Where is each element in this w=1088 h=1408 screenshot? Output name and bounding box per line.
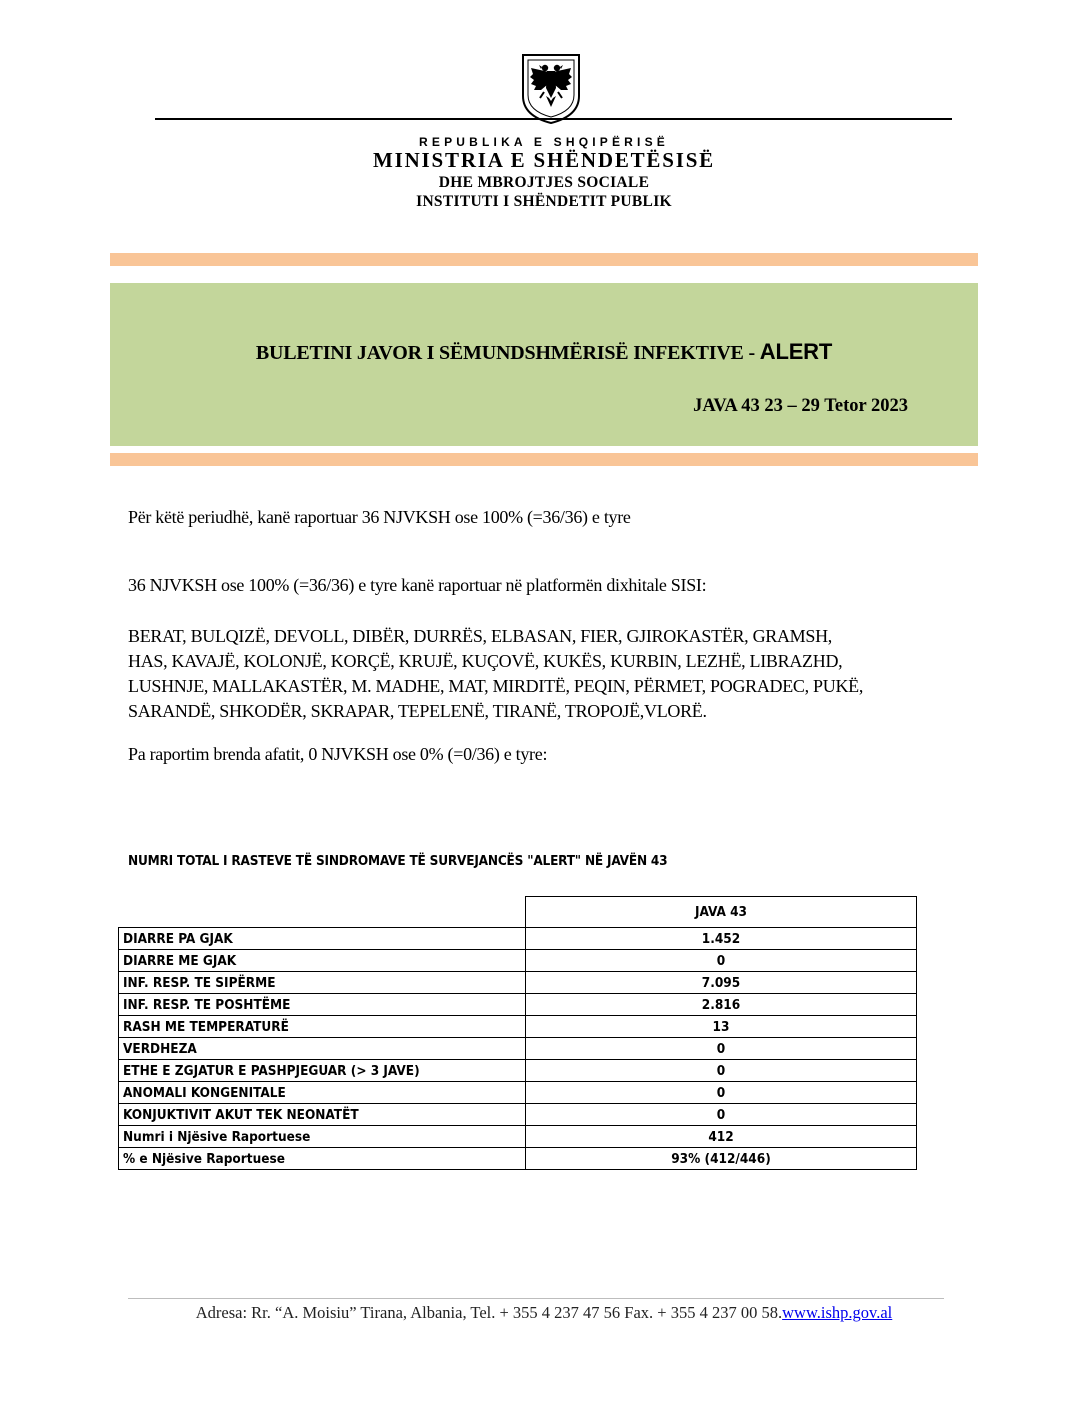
bulletin-week: JAVA 43 23 – 29 Tetor 2023 — [693, 396, 908, 416]
table-row — [119, 1148, 917, 1170]
district-line: LUSHNJE, MALLAKASTËR, M. MADHE, MAT, MIRDITË, PEQIN, PËRMET, POGRADEC, PUKË, — [128, 676, 864, 696]
row-value: 2.816 — [526, 994, 917, 1016]
row-label: DIARRE ME GJAK — [119, 950, 526, 972]
row-value: 412 — [526, 1126, 917, 1148]
bulletin-title-text: BULETINI JAVOR I SËMUNDSHMËRISË INFEKTIVE - — [255, 342, 760, 364]
row-value: 1.452 — [526, 928, 917, 950]
footer-website-link[interactable]: www.ishp.gov.al — [782, 1303, 893, 1322]
footer-address-text: Adresa: Rr. “A. Moisiu” Tirana, Albania, Tel. + 355 4 237 47 56 Fax. + 355 4 237 00 58. — [195, 1303, 783, 1322]
row-value: 13 — [526, 1016, 917, 1038]
row-value: 0 — [526, 1082, 917, 1104]
bulletin-title — [110, 339, 978, 365]
district-line: BERAT, BULQIZË, DEVOLL, DIBËR, DURRËS, ELBASAN, FIER, GJIROKASTËR, GRAMSH, — [128, 626, 832, 646]
table-caption: NUMRI TOTAL I RASTEVE TË SINDROMAVE TË SURVEJANCËS "ALERT" NË JAVËN 43 — [128, 853, 668, 869]
table-row — [119, 1082, 917, 1104]
footer-rule — [128, 1298, 944, 1299]
row-label: ANOMALI KONGENITALE — [119, 1082, 526, 1104]
syndromes-table — [118, 896, 917, 1170]
table-row — [119, 1060, 917, 1082]
header-republika: REPUBLIKA E SHQIPËRISË — [419, 135, 669, 149]
header-ministry-subtitle: DHE MBROJTJES SOCIALE — [438, 174, 650, 191]
table-row — [119, 1038, 917, 1060]
header-ministry: MINISTRIA E SHËNDETËSISË — [373, 148, 715, 172]
row-label: Numri i Njësive Raportuese — [119, 1126, 526, 1148]
row-label: INF. RESP. TE POSHTËME — [119, 994, 526, 1016]
late-reporting-summary: Pa raportim brenda afatit, 0 NJVKSH ose 0% (=0/36) e tyre: — [128, 744, 548, 764]
coat-of-arms-icon — [519, 52, 583, 126]
table-row — [119, 1104, 917, 1126]
row-label: VERDHEZA — [119, 1038, 526, 1060]
table-header-row — [119, 897, 917, 928]
table-row — [119, 928, 917, 950]
district-line: SARANDË, SHKODËR, SKRAPAR, TEPELENË, TIRANË, TROPOJË,VLORË. — [128, 701, 707, 721]
table-row — [119, 994, 917, 1016]
row-label: ETHE E ZGJATUR E PASHPJEGUAR (> 3 JAVE) — [119, 1060, 526, 1082]
row-value: 0 — [526, 1038, 917, 1060]
table-row — [119, 972, 917, 994]
row-value: 7.095 — [526, 972, 917, 994]
reporting-summary: Për këtë periudhë, kanë raportuar 36 NJVKSH ose 100% (=36/36) e tyre — [128, 507, 631, 527]
row-label: RASH ME TEMPERATURË — [119, 1016, 526, 1038]
row-value: 0 — [526, 1060, 917, 1082]
bulletin-alert-label: ALERT — [759, 339, 833, 364]
row-value: 0 — [526, 950, 917, 972]
table-row — [119, 1126, 917, 1148]
row-label: DIARRE PA GJAK — [119, 928, 526, 950]
row-label: % e Njësive Raportuese — [119, 1148, 526, 1170]
row-label: KONJUKTIVIT AKUT TEK NEONATËT — [119, 1104, 526, 1126]
table-row — [119, 950, 917, 972]
table-header-blank — [119, 897, 526, 928]
header-rule — [155, 118, 952, 120]
header-institute: INSTITUTI I SHËNDETIT PUBLIK — [416, 193, 672, 210]
banner-bottom-bar — [110, 453, 978, 466]
banner-top-bar — [110, 253, 978, 266]
table-column-header: JAVA 43 — [526, 897, 917, 928]
district-line: HAS, KAVAJË, KOLONJË, KORÇË, KRUJË, KUÇOVË, KUKËS, KURBIN, LEZHË, LIBRAZHD, — [128, 651, 843, 671]
row-label: INF. RESP. TE SIPËRME — [119, 972, 526, 994]
district-list — [128, 624, 968, 724]
row-value: 93% (412/446) — [526, 1148, 917, 1170]
platform-summary: 36 NJVKSH ose 100% (=36/36) e tyre kanë raportuar në platformën dixhitale SISI: — [128, 575, 707, 595]
table-row — [119, 1016, 917, 1038]
footer-address — [0, 1303, 1088, 1323]
row-value: 0 — [526, 1104, 917, 1126]
